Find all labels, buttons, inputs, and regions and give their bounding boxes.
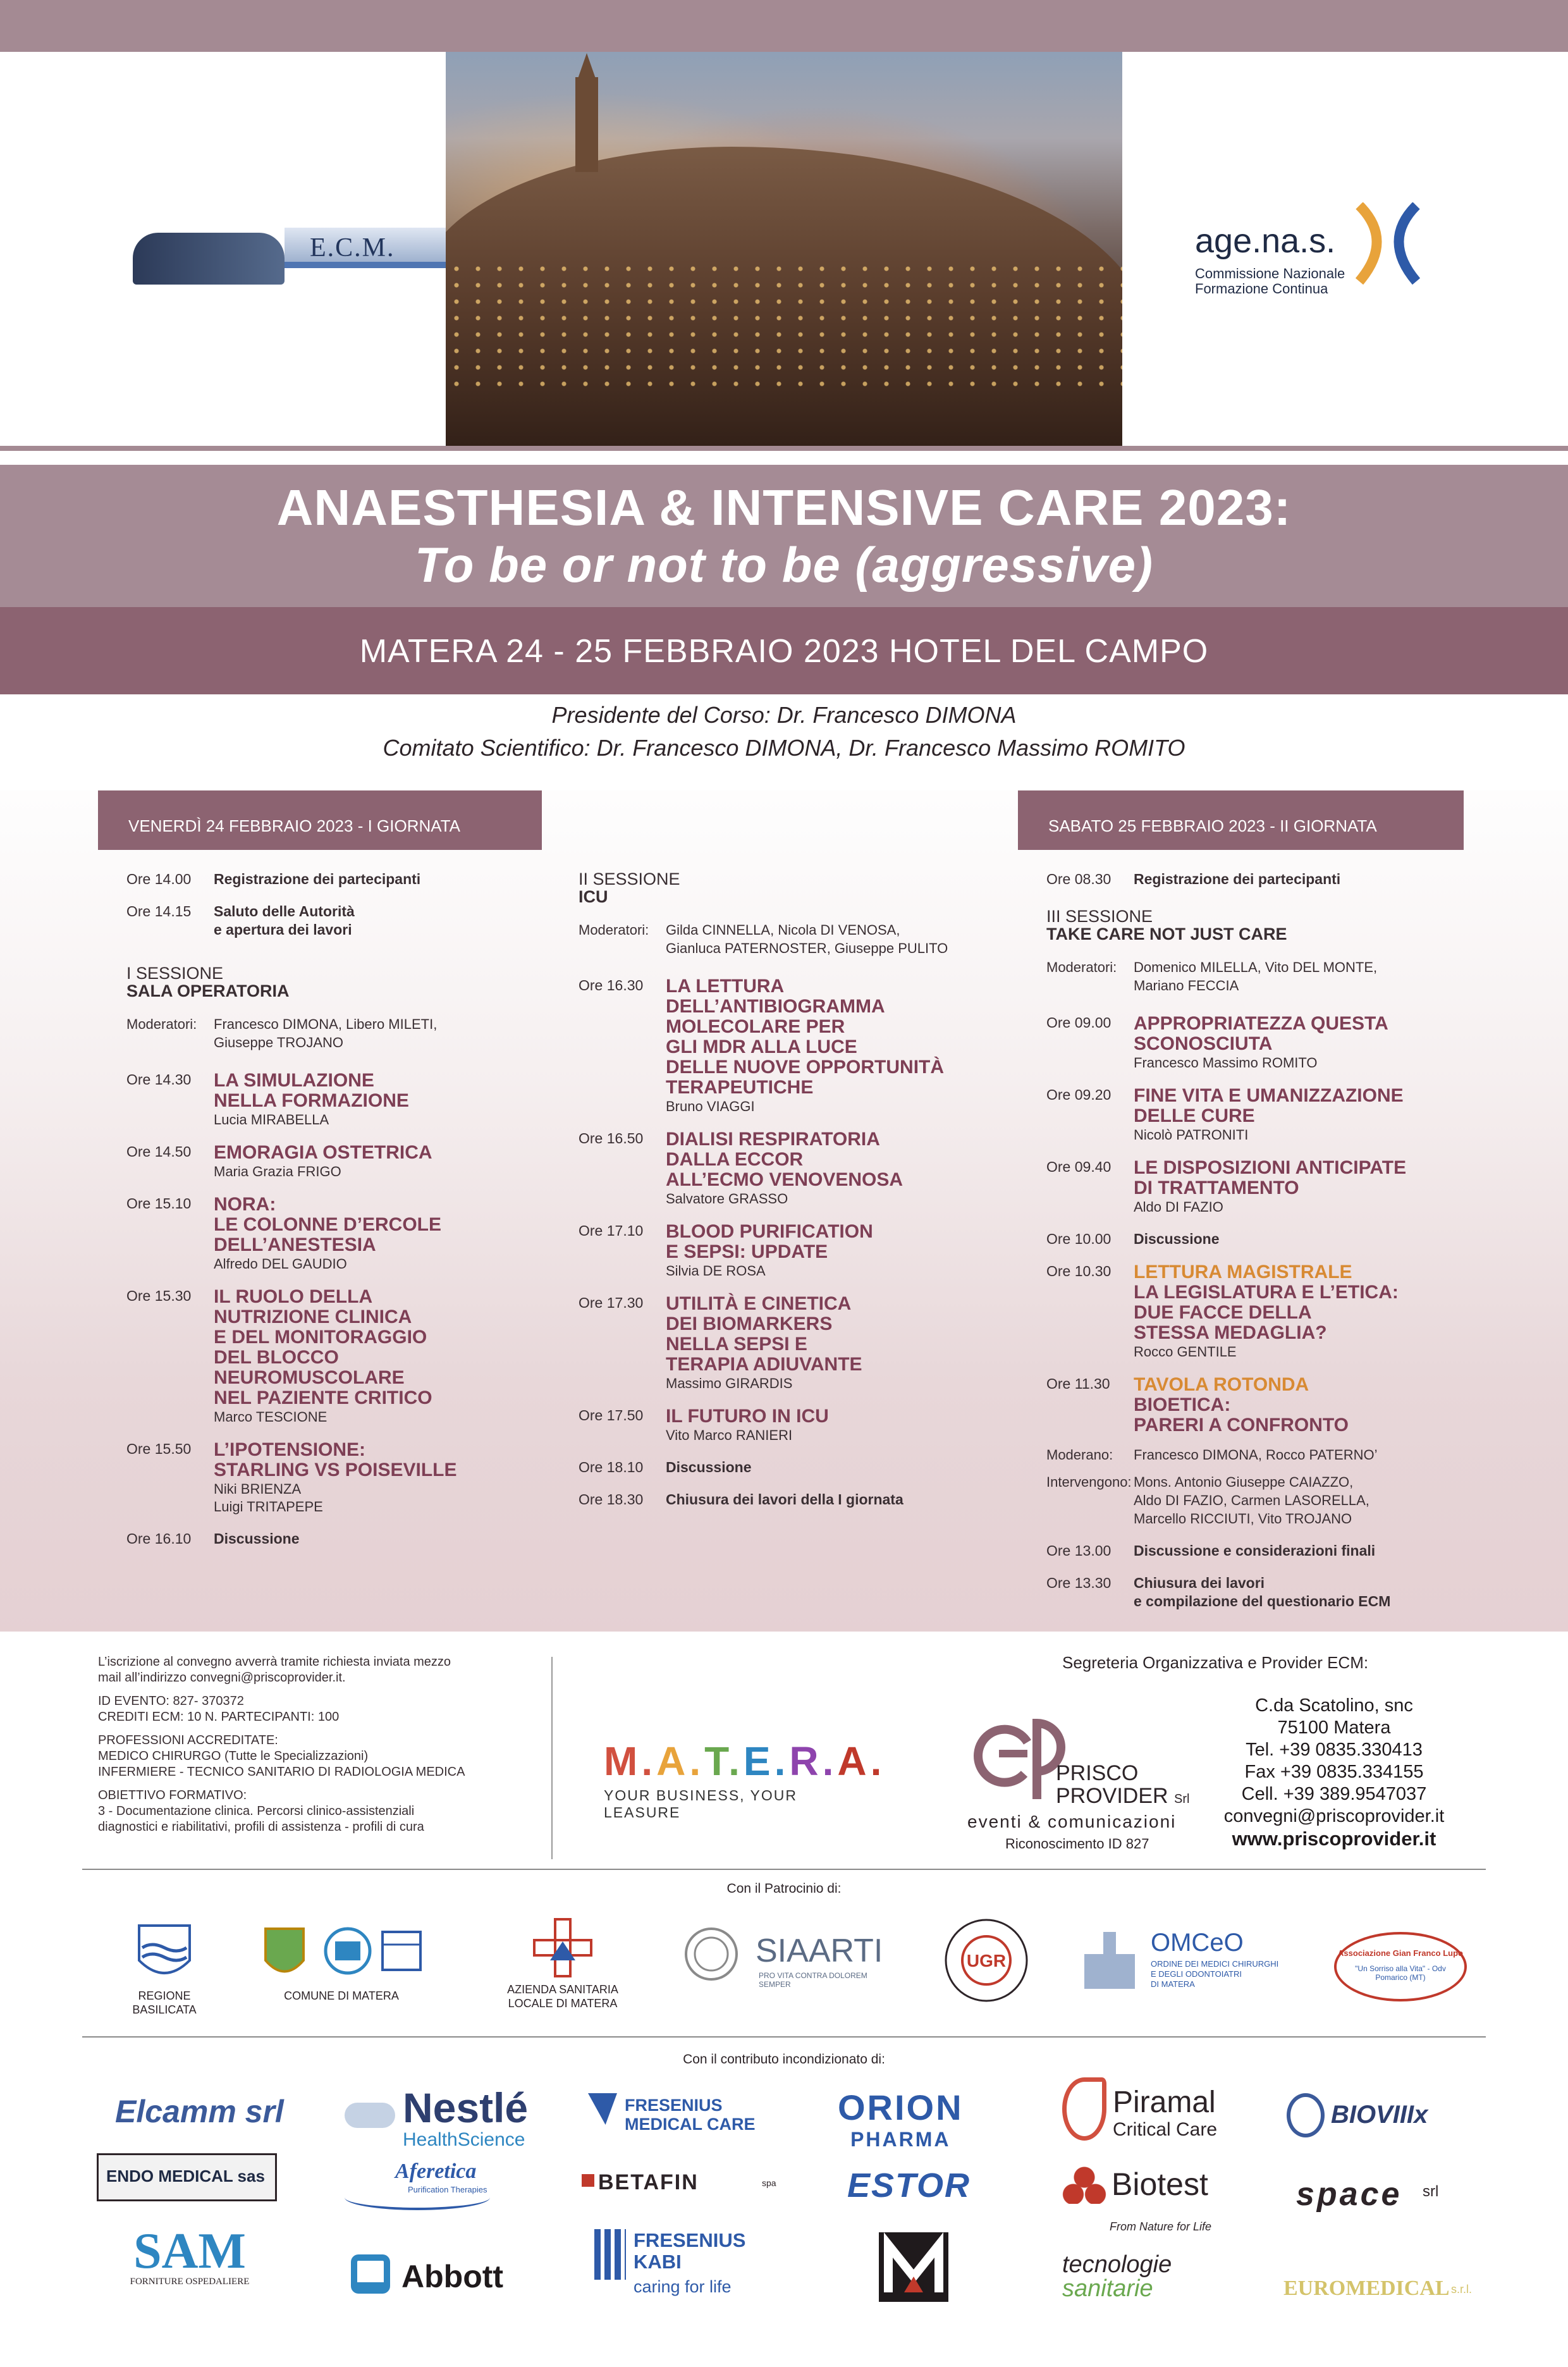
ecm-logo-bar: [285, 228, 455, 268]
moderano-label: Moderano:: [1046, 1447, 1113, 1463]
info-line: 3 - Documentazione clinica. Percorsi clinico-assistenziali: [98, 1804, 415, 1818]
mobile: Cell. +39 389.9547037: [1241, 1784, 1427, 1804]
matera-letter: R.: [789, 1738, 838, 1784]
siaarti-seal-icon: [683, 1926, 740, 1983]
talk-title-line: EMORAGIA OSTETRICA: [214, 1142, 432, 1163]
talk-title-line: LA LETTURA: [666, 976, 785, 997]
city-lights: [446, 261, 1122, 387]
moderano-value: Francesco DIMONA, Rocco PATERNO’: [1134, 1447, 1378, 1463]
agenda-time: Ore 15.10: [126, 1195, 192, 1212]
regione-basilicata-logo: [117, 1922, 212, 2017]
agenda-label: Discussione: [214, 1530, 300, 1547]
betafin-square-icon: [582, 2174, 594, 2187]
day1-header: VENERDÌ 24 FEBBRAIO 2023 - I GIORNATA: [98, 790, 542, 850]
prisco-tagline: eventi & comunicazioni: [967, 1812, 1177, 1831]
asl-matera-logo: [493, 1916, 632, 2010]
sponsor-estor: ESTOR: [847, 2167, 971, 2204]
info-line: INFERMIERE - TECNICO SANITARIO DI RADIOLOGIA MEDICA: [98, 1765, 465, 1779]
session-name: SALA OPERATORIA: [126, 981, 290, 1000]
session-2-talks: [579, 976, 996, 1444]
ugr-logo: [942, 1916, 1031, 2008]
biotest-tagline: From Nature for Life: [1110, 2220, 1212, 2233]
speaker-name: Rocco GENTILE: [1134, 1344, 1237, 1360]
agenda-time: Ore 14.00: [126, 871, 192, 887]
prisco-srl: Srl: [1174, 1792, 1190, 1806]
lettura-magistrale: [1046, 1262, 1457, 1361]
aferetica-name: Aferetica: [395, 2160, 477, 2183]
fmc-line: FRESENIUS: [625, 2096, 723, 2115]
ecm-logo: [133, 228, 398, 285]
lettura-kicker: LETTURA MAGISTRALE: [1134, 1262, 1352, 1282]
session-3-talks: [1046, 1014, 1457, 1216]
info-line: diagnostici e riabilitativi, profili di assistenza - profili di cura: [98, 1820, 424, 1834]
matera-wordmark: [604, 1738, 886, 1785]
info-line: CREDITI ECM: 10 N. PARTECIPANTI: 100: [98, 1710, 340, 1724]
tavola-panelists: [1046, 1473, 1457, 1528]
nestle-dots-icon: [345, 2103, 395, 2128]
talk-title-line: APPROPRIATEZZA QUESTA: [1134, 1013, 1388, 1034]
lupo-line: "Un Sorriso alla Vita" - Odv: [1355, 1964, 1446, 1973]
agenda-time: Ore 18.30: [579, 1491, 644, 1508]
matera-letter: A.: [837, 1738, 886, 1784]
speaker-name: Vito Marco RANIERI: [666, 1427, 793, 1443]
aferetica-swoosh-icon: [345, 2185, 490, 2210]
patronage-title: Con il Patrocinio di:: [726, 1881, 842, 1896]
talk-title-line: MOLECOLARE PER: [666, 1016, 845, 1037]
tecno-line: sanitarie: [1062, 2275, 1153, 2302]
agenda-time: Ore 15.50: [126, 1441, 192, 1457]
talk-item: [1046, 1158, 1457, 1216]
agenda-label: Registrazione dei partecipanti: [214, 871, 421, 887]
talk-title-line: IL RUOLO DELLA: [214, 1286, 373, 1307]
talk-title-line: STESSA MEDAGLIA?: [1134, 1322, 1327, 1343]
moderators-line: Gilda CINNELLA, Nicola DI VENOSA,: [666, 922, 900, 938]
speaker-name: Massimo GIRARDIS: [666, 1375, 793, 1391]
talk-title-line: DUE FACCE DELLA: [1134, 1302, 1312, 1323]
talk-item: [126, 1195, 518, 1273]
matera-tagline: YOUR BUSINESS, YOUR LEASURE: [604, 1787, 797, 1821]
talk-item: [579, 1406, 996, 1444]
agenda-time: Ore 16.50: [579, 1130, 644, 1147]
bioviiix-dna-icon: [1287, 2093, 1325, 2137]
logo-caption: LOCALE DI MATERA: [508, 1997, 618, 2010]
agenda-item: [126, 1530, 518, 1548]
address-line: C.da Scatolino, snc: [1255, 1695, 1413, 1716]
talk-title-line: LA SIMULAZIONE: [214, 1070, 374, 1091]
moderators-label: Moderatori:: [1046, 959, 1117, 975]
session-1-moderators: [126, 1015, 518, 1052]
session-number: III SESSIONE: [1046, 907, 1153, 926]
talk-title-line: LE COLONNE D’ERCOLE: [214, 1214, 442, 1235]
agenda-time: Ore 09.20: [1046, 1086, 1112, 1103]
betafin-spa: spa: [762, 2178, 776, 2188]
speaker-name: Niki BRIENZA: [214, 1481, 302, 1497]
prisco-name: PRISCO: [1056, 1761, 1139, 1785]
talk-title-line: DELLE NUOVE OPPORTUNITÀ: [666, 1057, 945, 1078]
abbott-icon: [351, 2254, 390, 2294]
accredited-professions: [98, 1733, 528, 1780]
regione-shield-icon: [136, 1922, 193, 1986]
cathedral-tower: [575, 77, 598, 172]
agenda-label-cont: e apertura dei lavori: [214, 921, 352, 938]
panelists-line: Aldo DI FAZIO, Carmen LASORELLA,: [1134, 1492, 1369, 1508]
panelists-line: Marcello RICCIUTI, Vito TROJANO: [1134, 1511, 1352, 1527]
tecno-line: tecnologie: [1062, 2251, 1172, 2278]
talk-title-line: L’IPOTENSIONE:: [214, 1439, 366, 1460]
speaker-name: Salvatore GRASSO: [666, 1191, 788, 1207]
logo-caption: REGIONE BASILICATA: [132, 1989, 197, 2016]
tavola-kicker: TAVOLA ROTONDA: [1134, 1374, 1309, 1395]
ugr-name: UGR: [966, 1951, 1007, 1970]
session-1-talks: [126, 1071, 518, 1516]
omceo-line: E DEGLI ODONTOIATRI: [1151, 1969, 1242, 1979]
day1-column-1: [126, 870, 518, 1562]
sponsor-elcamm: Elcamm srl: [115, 2094, 284, 2129]
matera-hero-photo: [446, 52, 1122, 446]
session-3-moderators: [1046, 958, 1457, 995]
talk-title-line: STARLING VS POISEVILLE: [214, 1460, 457, 1480]
logo-caption: AZIENDA SANITARIA: [507, 1983, 618, 1996]
talk-title-line: BIOETICA:: [1134, 1394, 1231, 1415]
talk-item: [126, 1071, 518, 1129]
talk-title-line: LA LEGISLATURA E L’ETICA:: [1134, 1282, 1399, 1303]
panelists-line: Mons. Antonio Giuseppe CAIAZZO,: [1134, 1474, 1354, 1490]
agenda-time: Ore 14.15: [126, 903, 192, 919]
speaker-name: Aldo DI FAZIO: [1134, 1199, 1223, 1215]
speaker-name: Maria Grazia FRIGO: [214, 1164, 341, 1179]
agenda-time: Ore 16.10: [126, 1530, 192, 1547]
website: www.priscoprovider.it: [1232, 1828, 1436, 1850]
talk-title-line: NELLA SEPSI E: [666, 1334, 807, 1355]
fk-tagline: caring for life: [634, 2277, 732, 2296]
agenda-time: Ore 14.50: [126, 1143, 192, 1160]
talk-title-line: LE DISPOSIZIONI ANTICIPATE: [1134, 1157, 1407, 1178]
agenda-time: Ore 17.50: [579, 1407, 644, 1423]
talk-item: [1046, 1086, 1457, 1144]
talk-title-line: IL FUTURO IN ICU: [666, 1406, 829, 1427]
ecm-logo-text: E.C.M.: [310, 233, 395, 262]
speaker-name: Alfredo DEL GAUDIO: [214, 1256, 347, 1272]
day1-column-2: [579, 870, 996, 1523]
moderators-line: Giuseppe TROJANO: [214, 1035, 344, 1050]
omceo-name: OMCeO: [1151, 1929, 1244, 1957]
nestle-sub: HealthScience: [403, 2129, 525, 2150]
event-subtitle: To be or not to be (aggressive): [415, 537, 1153, 593]
matera-letter: E.: [743, 1738, 790, 1784]
piramal-flame-icon: [1062, 2077, 1106, 2141]
agenda-time: Ore 10.30: [1046, 1263, 1112, 1279]
session-2-heading: [579, 870, 996, 906]
event-date-place: MATERA 24 - 25 FEBBRAIO 2023 HOTEL DEL CAMPO: [359, 633, 1209, 670]
talk-title-line: DEI BIOMARKERS: [666, 1313, 833, 1334]
agenda-time: Ore 14.30: [126, 1071, 192, 1088]
abbott-name: Abbott: [401, 2259, 504, 2294]
sponsor-sam: [114, 2223, 266, 2287]
event-title: ANAESTHESIA & INTENSIVE CARE 2023:: [276, 479, 1292, 536]
sponsors-title: Con il contributo incondizionato di:: [683, 2052, 885, 2067]
agenda-time: Ore 08.30: [1046, 871, 1112, 887]
speaker-name: Marco TESCIONE: [214, 1409, 328, 1425]
agenda-time: Ore 16.30: [579, 977, 644, 993]
email: convegni@priscoprovider.it: [1223, 1806, 1445, 1826]
prisco-provider-logo: [967, 1698, 1220, 1862]
session-1-heading: [126, 964, 518, 1000]
biotest-name: Biotest: [1112, 2167, 1208, 2202]
sponsor-m-logo: [879, 2232, 948, 2302]
provider-contacts: [1201, 1695, 1467, 1850]
prisco-provider-word: PROVIDER: [1056, 1784, 1168, 1808]
agenda-time: Ore 18.10: [579, 1459, 644, 1475]
piramal-sub: Critical Care: [1113, 2119, 1218, 2140]
agenda-item: [579, 1458, 996, 1477]
prisco-name-2: [1056, 1784, 1190, 1809]
agenda-label: Saluto delle Autorità: [214, 903, 355, 919]
omceo-subtitle: [1151, 1959, 1278, 1989]
talk-title-line: BLOOD PURIFICATION: [666, 1221, 873, 1242]
agenda-label: Discussione e considerazioni finali: [1134, 1542, 1376, 1559]
speaker-name: Nicolò PATRONITI: [1134, 1127, 1249, 1143]
training-objective: [98, 1788, 528, 1835]
speaker-name: Bruno VIAGGI: [666, 1098, 755, 1114]
moderators-line: Francesco DIMONA, Libero MILETI,: [214, 1016, 438, 1032]
talk-title-line: DALLA ECCOR: [666, 1149, 804, 1170]
session-name: TAKE CARE NOT JUST CARE: [1046, 925, 1287, 944]
euromedical-srl: s.r.l.: [1451, 2283, 1473, 2296]
info-line: MEDICO CHIRURGO (Tutte le Specializzazioni): [98, 1749, 369, 1763]
talk-title-line: TERAPIA ADIUVANTE: [666, 1354, 862, 1375]
title-top-rule: [0, 446, 1568, 451]
betafin-name: BETAFIN: [598, 2170, 699, 2194]
fmc-line: MEDICAL CARE: [625, 2115, 756, 2134]
talk-title-line: E SEPSI: UPDATE: [666, 1241, 828, 1262]
info-line: ID EVENTO: 827- 370372: [98, 1694, 244, 1708]
day2-header: SABATO 25 FEBBRAIO 2023 - II GIORNATA: [1018, 790, 1464, 850]
talk-title-line: DI TRATTAMENTO: [1134, 1177, 1299, 1198]
agenda-time: Ore 11.30: [1046, 1375, 1110, 1392]
agenda-item: [126, 902, 518, 939]
talk-title-line: SCONOSCIUTA: [1134, 1033, 1273, 1054]
agenda-label: Discussione: [1134, 1231, 1220, 1247]
agenda-time: Ore 09.40: [1046, 1159, 1112, 1175]
euromedical-name: EUROMEDICAL: [1283, 2277, 1450, 2300]
moderators-line: Mariano FECCIA: [1134, 978, 1239, 993]
comune-unesco-icons: [259, 1922, 424, 1986]
info-line: mail all’indirizzo convegni@priscoprovider.it.: [98, 1671, 346, 1685]
fmc-icon: [588, 2093, 617, 2125]
agenda-time: Ore 17.30: [579, 1294, 644, 1311]
agenda-item: [1046, 1542, 1457, 1560]
matera-letter: T.: [704, 1738, 744, 1784]
session-number: II SESSIONE: [579, 870, 680, 888]
sam-sub: FORNITURE OSPEDALIERE: [130, 2277, 250, 2287]
biotest-dots-icon: [1062, 2166, 1106, 2204]
phone: Tel. +39 0835.330413: [1246, 1740, 1423, 1760]
lupo-line: Associazione Gian Franco Lupo: [1338, 1948, 1463, 1958]
talk-title-line: DELLE CURE: [1134, 1105, 1255, 1126]
course-president: Presidente del Corso: Dr. Francesco DIMONA: [551, 702, 1017, 728]
day2-column: [1046, 870, 1457, 1625]
footer-divider: [551, 1657, 553, 1859]
talk-title-line: NEUROMUSCOLARE: [214, 1367, 405, 1388]
speaker-name: Luigi TRITAPEPE: [214, 1499, 323, 1515]
talk-item: [126, 1287, 518, 1426]
intervengono-label: Intervengono:: [1046, 1474, 1132, 1490]
registration-info: [98, 1654, 528, 1843]
talk-title-line: ALL’ECMO VENOVENOSA: [666, 1169, 903, 1190]
agenda-label-cont: e compilazione del questionario ECM: [1134, 1593, 1391, 1609]
agenas-subtitle-2: Formazione Continua: [1195, 281, 1328, 297]
talk-title-line: TERAPEUTICHE: [666, 1077, 814, 1098]
info-line: OBIETTIVO FORMATIVO:: [98, 1788, 247, 1802]
talk-title-line: NORA:: [214, 1194, 276, 1215]
agenas-name: age.na.s.: [1195, 222, 1336, 260]
talk-item: [126, 1143, 518, 1181]
talk-item: [579, 1222, 996, 1280]
speaker-name: Silvia DE ROSA: [666, 1263, 766, 1279]
talk-title-line: UTILITÀ E CINETICA: [666, 1293, 852, 1314]
piramal-name: Piramal: [1113, 2086, 1216, 2119]
m-logo-icon: [879, 2232, 948, 2302]
agenas-x-icon: [1347, 202, 1429, 285]
info-line: PROFESSIONI ACCREDITATE:: [98, 1733, 278, 1747]
agenda-item: [1046, 1574, 1457, 1611]
matera-logo: [604, 1738, 886, 1821]
lupo-line: Pomarico (MT): [1375, 1973, 1426, 1982]
moderators-line: Domenico MILELLA, Vito DEL MONTE,: [1134, 959, 1378, 975]
agenda-time: Ore 17.10: [579, 1222, 644, 1239]
agenas-subtitle-1: Commissione Nazionale: [1195, 266, 1345, 281]
agenda-item: [579, 1491, 996, 1509]
provider-title: Segreteria Organizzativa e Provider ECM:: [1062, 1653, 1369, 1672]
aferetica-sub: Purification Therapies: [408, 2185, 487, 2194]
talk-item: [579, 1294, 996, 1393]
agenda-label: Discussione: [666, 1459, 752, 1475]
agenda-time: Ore 13.00: [1046, 1542, 1112, 1559]
session-name: ICU: [579, 887, 608, 906]
talk-title-line: E DEL MONITORAGGIO: [214, 1327, 427, 1348]
orion-line: PHARMA: [850, 2128, 951, 2151]
agenda-item: [126, 870, 518, 888]
talk-title-line: DELL’ANESTESIA: [214, 1234, 376, 1255]
agenda-item: [1046, 870, 1457, 888]
fk-line: FRESENIUS: [634, 2229, 746, 2251]
logo-caption: COMUNE DI MATERA: [284, 1989, 399, 2002]
omceo-line: DI MATERA: [1151, 1979, 1195, 1989]
moderators-label: Moderatori:: [126, 1016, 197, 1032]
agenda-time: Ore 10.00: [1046, 1231, 1112, 1247]
agenda-time: Ore 13.30: [1046, 1575, 1112, 1591]
space-srl: srl: [1423, 2183, 1439, 2200]
omceo-line: ORDINE DEI MEDICI CHIRURGHI: [1151, 1959, 1279, 1969]
agenda-time: Ore 09.00: [1046, 1014, 1112, 1031]
orion-line: ORION: [838, 2087, 964, 2127]
talk-title-line: DEL BLOCCO: [214, 1347, 339, 1368]
talk-title-line: NUTRIZIONE CLINICA: [214, 1306, 412, 1327]
scientific-committee: Comitato Scientifico: Dr. Francesco DIMONA, Dr. Francesco Massimo ROMITO: [383, 735, 1185, 761]
registration-note: [98, 1654, 528, 1686]
fax: Fax +39 0835.334155: [1244, 1762, 1424, 1782]
nestle-name: Nestlé: [403, 2084, 529, 2131]
talk-item: [126, 1440, 518, 1516]
speaker-name: Lucia MIRABELLA: [214, 1112, 329, 1128]
talk-title-line: DELL’ANTIBIOGRAMMA: [666, 996, 885, 1017]
agenda-label: Chiusura dei lavori: [1134, 1575, 1265, 1591]
sponsor-endo-medical: ENDO MEDICAL sas: [97, 2153, 277, 2201]
bioviiix-name: BIOVIIIx: [1331, 2101, 1428, 2129]
ecm-group-photo: [133, 233, 285, 285]
moderators-label: Moderatori:: [579, 922, 649, 938]
agenas-logo: [1195, 202, 1435, 297]
siaarti-name: SIAARTI: [756, 1933, 883, 1969]
lupo-association-logo: [1334, 1932, 1467, 2001]
tavola-moderators: [1046, 1446, 1457, 1464]
session-3-heading: [1046, 907, 1457, 943]
asl-cross-icon: [531, 1916, 594, 1979]
talk-title-line: DIALISI RESPIRATORIA: [666, 1129, 880, 1150]
talk-item: [579, 976, 996, 1116]
talk-title-line: PARERI A CONFRONTO: [1134, 1415, 1349, 1436]
talk-title-line: NELLA FORMAZIONE: [214, 1090, 409, 1111]
sam-name: SAM: [133, 2223, 246, 2279]
session-2-moderators: [579, 921, 996, 957]
info-line: L’iscrizione al convegno avverrà tramite richiesta inviata mezzo: [98, 1655, 451, 1669]
agenda-item: [1046, 1230, 1457, 1248]
address-line: 75100 Matera: [1277, 1718, 1391, 1738]
sponsor-orion-pharma: [838, 2087, 964, 2151]
agenda-label: Registrazione dei partecipanti: [1134, 871, 1341, 887]
talk-title-line: NEL PAZIENTE CRITICO: [214, 1387, 432, 1408]
prisco-recognition: Riconoscimento ID 827: [1005, 1836, 1149, 1852]
talk-title-line: GLI MDR ALLA LUCE: [666, 1036, 857, 1057]
space-name: space: [1296, 2176, 1402, 2213]
omceo-building-icon: [1078, 1929, 1141, 1992]
talk-title-line: FINE VITA E UMANIZZAZIONE: [1134, 1085, 1404, 1106]
divider: [82, 1869, 1486, 1870]
event-ids: [98, 1694, 528, 1725]
fk-icon: [594, 2229, 626, 2280]
siaarti-motto: PRO VITA CONTRA DOLOREM SEMPER: [759, 1971, 867, 1989]
agenda-time: Ore 15.30: [126, 1288, 192, 1304]
session-number: I SESSIONE: [126, 964, 224, 983]
matera-letter: M.: [604, 1738, 657, 1784]
top-color-band: [0, 0, 1568, 52]
talk-item: [1046, 1014, 1457, 1072]
fk-line: KABI: [634, 2251, 682, 2273]
agenda-label: Chiusura dei lavori della I giornata: [666, 1491, 903, 1508]
matera-letter: A.: [656, 1738, 705, 1784]
moderators-line: Gianluca PATERNOSTER, Giuseppe PULITO: [666, 940, 948, 956]
speaker-name: Francesco Massimo ROMITO: [1134, 1055, 1318, 1071]
divider: [82, 2036, 1486, 2038]
tavola-rotonda: [1046, 1375, 1457, 1436]
talk-item: [579, 1129, 996, 1208]
comune-matera-logo: [247, 1922, 436, 2003]
